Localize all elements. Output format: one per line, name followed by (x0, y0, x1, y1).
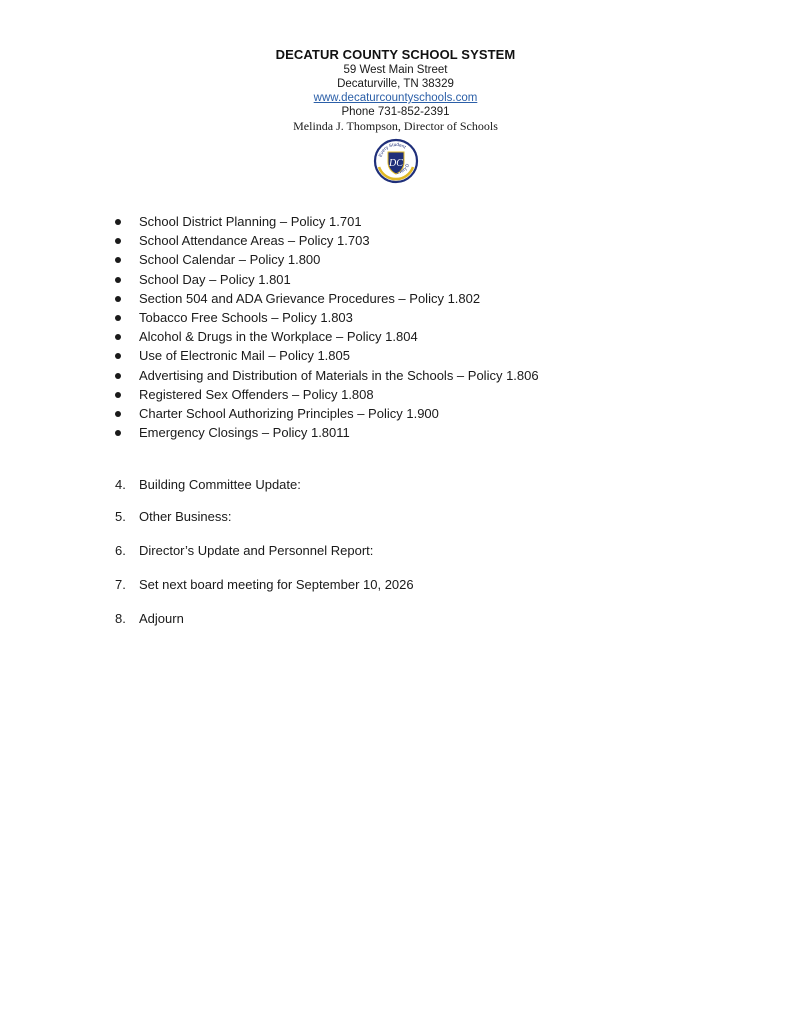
street-address: 59 West Main Street (343, 64, 448, 76)
agenda-item-number: 5. (115, 509, 126, 524)
agenda-item-text: Adjourn (139, 611, 184, 626)
bullet-icon (115, 296, 121, 302)
bullet-icon (115, 334, 121, 340)
policy-item-text: School Calendar – Policy 1.800 (139, 252, 321, 268)
bullet-icon (115, 411, 121, 417)
policy-item-text: Emergency Closings – Policy 1.8011 (139, 425, 350, 441)
bullet-icon (115, 315, 121, 321)
bullet-icon (115, 257, 121, 263)
bullet-icon (115, 219, 121, 225)
bullet-icon (115, 373, 121, 379)
policy-item-text: Alcohol & Drugs in the Workplace – Policy 1.804 (139, 329, 418, 345)
district-seal-logo (373, 138, 419, 184)
website-link[interactable]: www.decaturcountyschools.com (313, 92, 478, 104)
letterhead (0, 46, 791, 184)
organization-name: DECATUR COUNTY SCHOOL SYSTEM (275, 47, 516, 62)
seal-ring-text-bottom: Every D (395, 162, 410, 175)
agenda-item-number: 8. (115, 611, 126, 626)
director-name: Melinda J. Thompson, Director of Schools (293, 119, 498, 133)
agenda-item-number: 7. (115, 577, 126, 592)
bullet-icon (115, 277, 121, 283)
policy-item-text: Charter School Authorizing Principles – Policy 1.900 (139, 405, 439, 421)
seal-monogram: DC (388, 158, 403, 169)
policy-item-text: School Attendance Areas – Policy 1.703 (139, 233, 370, 249)
seal-ring-text-top: Every Student (377, 141, 407, 158)
agenda-item-number: 6. (115, 543, 126, 558)
policy-item-text: School District Planning – Policy 1.701 (139, 214, 362, 229)
policy-item-text: Section 504 and ADA Grievance Procedures – Policy 1.802 (139, 290, 481, 306)
policy-item-text: Advertising and Distribution of Materials in the Schools – Policy 1.806 (139, 367, 539, 383)
agenda-item-text: Director’s Update and Personnel Report: (139, 543, 374, 558)
agenda-item-text: Set next board meeting for September 10, 2026 (139, 577, 414, 592)
bullet-icon (115, 392, 121, 398)
policy-item-text: Tobacco Free Schools – Policy 1.803 (139, 309, 353, 325)
agenda-item-text: Other Business: (139, 509, 232, 524)
bullet-icon (115, 353, 121, 359)
phone-number: Phone 731-852-2391 (341, 106, 450, 118)
policy-item-text: School Day – Policy 1.801 (139, 271, 291, 287)
bullet-icon (115, 238, 121, 244)
policy-item-text: Use of Electronic Mail – Policy 1.805 (139, 348, 350, 364)
agenda-item-text: Building Committee Update: (139, 477, 301, 492)
city-state-zip: Decaturville, TN 38329 (337, 78, 454, 90)
agenda-item-number: 4. (115, 477, 126, 492)
policy-item-text: Registered Sex Offenders – Policy 1.808 (139, 386, 374, 402)
bullet-icon (115, 430, 121, 436)
